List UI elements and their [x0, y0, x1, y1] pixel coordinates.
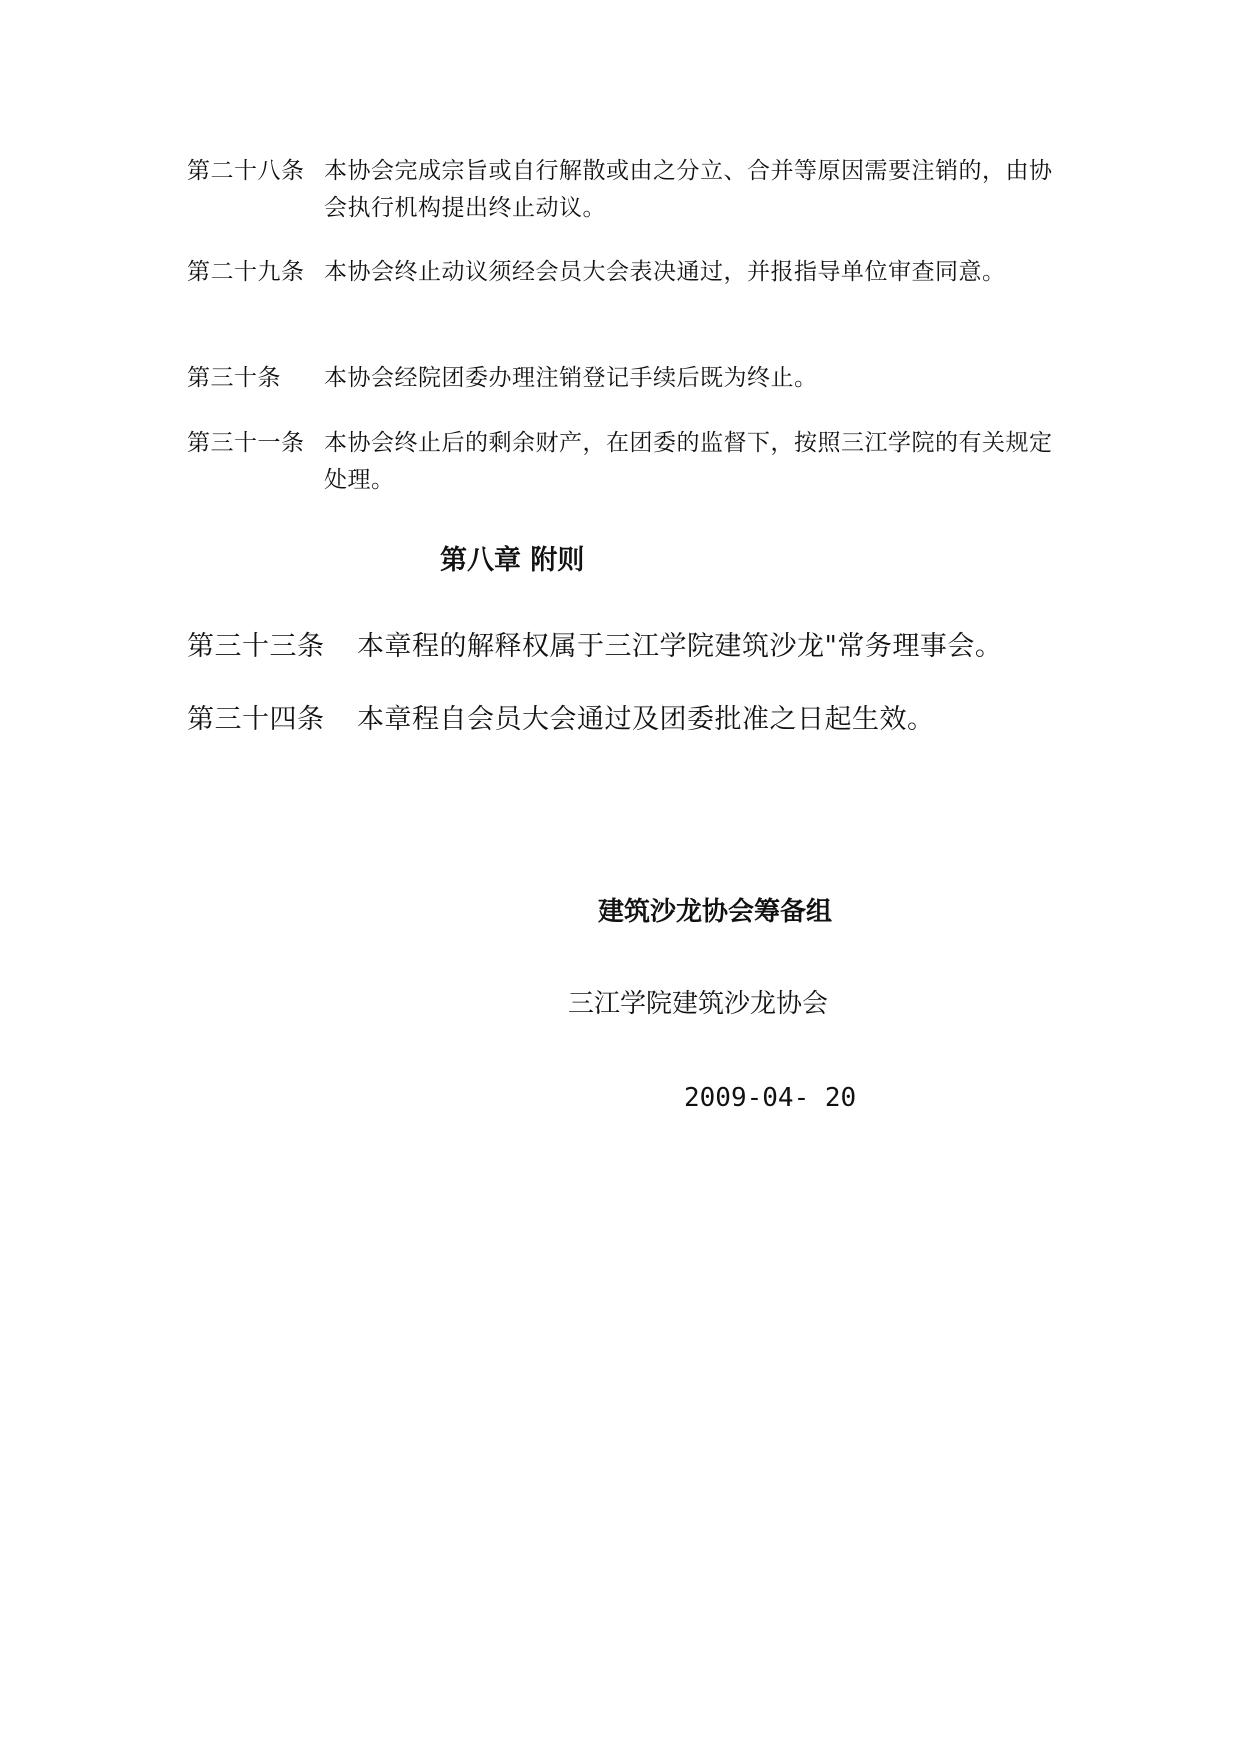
article-33	[187, 627, 1097, 667]
article-text: 本协会终止后的剩余财产，在团委的监督下，按照三江学院的有关规定处理。	[324, 430, 1053, 493]
article-30	[187, 360, 1064, 397]
article-text: 本协会完成宗旨或自行解散或由之分立、合并等原因需要注销的，由协会执行机构提出终止动议。	[324, 158, 1053, 221]
chapter-title: 第八章 附则	[440, 545, 585, 576]
article-text: 本章程自会员大会通过及团委批准之日起生效。	[357, 704, 935, 735]
article-text: 本协会经院团委办理注销登记手续后既为终止。	[324, 365, 818, 391]
article-34	[187, 700, 1097, 740]
signature-org: 三江学院建筑沙龙协会	[568, 989, 829, 1019]
article-number: 第三十条	[187, 365, 281, 391]
article-number: 第三十三条	[187, 631, 325, 662]
article-31	[187, 425, 1064, 499]
article-text: 本章程的解释权属于三江学院建筑沙龙"常务理事会。	[357, 631, 1003, 662]
article-28	[187, 153, 1064, 227]
article-29	[187, 254, 1064, 291]
article-text: 本协会终止动议须经会员大会表决通过，并报指导单位审查同意。	[324, 259, 1006, 285]
article-number: 第二十九条	[187, 259, 305, 285]
signature-date: 2009-04- 20	[684, 1083, 857, 1113]
article-number: 第三十四条	[187, 704, 325, 735]
article-number: 第二十八条	[187, 158, 305, 184]
signature-group: 建筑沙龙协会筹备组	[598, 897, 833, 927]
article-number: 第三十一条	[187, 430, 305, 456]
